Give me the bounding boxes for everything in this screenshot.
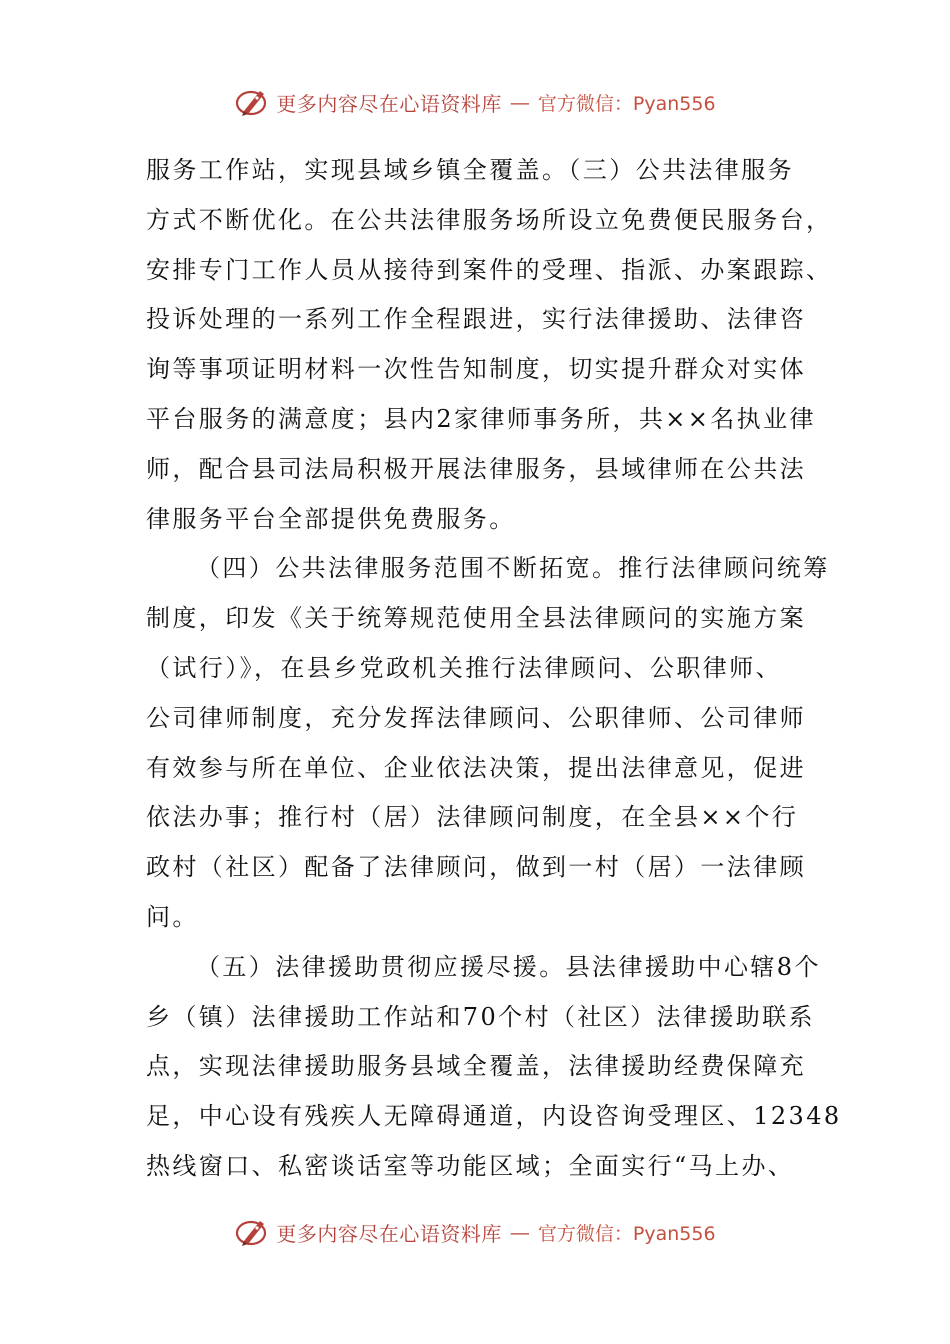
text-line: 公司律师制度，充分发挥法律顾问、公职律师、公司律师 — [146, 703, 806, 732]
text-line: 平台服务的满意度；县内2家律师事务所，共××名执业律 — [146, 404, 816, 433]
text-line: 政村（社区）配备了法律顾问，做到一村（居）一法律顾 — [146, 853, 806, 882]
footer-watermark — [0, 1212, 950, 1252]
header-watermark — [0, 82, 950, 122]
text-line: 询等事项证明材料一次性告知制度，切实提升群众对实体 — [146, 355, 806, 384]
text-line: 问。 — [146, 902, 199, 931]
wechat-contact: 官方微信：Pyan556 — [537, 92, 716, 115]
text-line: 律服务平台全部提供免费服务。 — [146, 504, 516, 533]
text-line: 投诉处理的一系列工作全程跟进，实行法律援助、法律咨 — [146, 305, 806, 334]
text-line: 点，实现法律援助服务县域全覆盖，法律援助经费保障充 — [146, 1052, 806, 1081]
separator: — — [509, 1220, 530, 1244]
promo-text: 更多内容尽在心语资料库 — [276, 1221, 502, 1246]
text-line: 足，中心设有残疾人无障碍通道，内设咨询受理区、12348 — [146, 1102, 842, 1131]
document-body — [146, 146, 842, 1192]
text-line: 热线窗口、私密谈话室等功能区域；全面实行“马上办、 — [146, 1151, 795, 1180]
wechat-contact: 官方微信：Pyan556 — [537, 1222, 716, 1245]
text-line: 安排专门工作人员从接待到案件的受理、指派、办案跟踪、 — [146, 255, 833, 284]
text-line: 依法办事；推行村（居）法律顾问制度，在全县××个行 — [146, 803, 799, 832]
paragraph-start-line: （四）公共法律服务范围不断拓宽。推行法律顾问统筹 — [196, 554, 830, 583]
text-line: 制度，印发《关于统筹规范使用全县法律顾问的实施方案 — [146, 604, 806, 633]
promo-text: 更多内容尽在心语资料库 — [276, 91, 502, 116]
text-line: 服务工作站，实现县域乡镇全覆盖。（三）公共法律服务 — [146, 156, 794, 184]
pen-nib-icon — [234, 1214, 270, 1250]
paragraph-start-line: （五）法律援助贯彻应援尽援。县法律援助中心辖8个 — [196, 952, 821, 981]
text-line: 有效参与所在单位、企业依法决策，提出法律意见，促进 — [146, 753, 806, 782]
text-line: （试行）》，在县乡党政机关推行法律顾问、公职律师、 — [146, 653, 782, 682]
text-line: 乡（镇）法律援助工作站和70个村（社区）法律援助联系 — [146, 1002, 815, 1031]
separator: — — [509, 90, 530, 114]
pen-nib-icon — [234, 84, 270, 120]
text-line: 方式不断优化。在公共法律服务场所设立免费便民服务台， — [146, 205, 833, 234]
text-line: 师，配合县司法局积极开展法律服务，县域律师在公共法 — [146, 454, 806, 483]
